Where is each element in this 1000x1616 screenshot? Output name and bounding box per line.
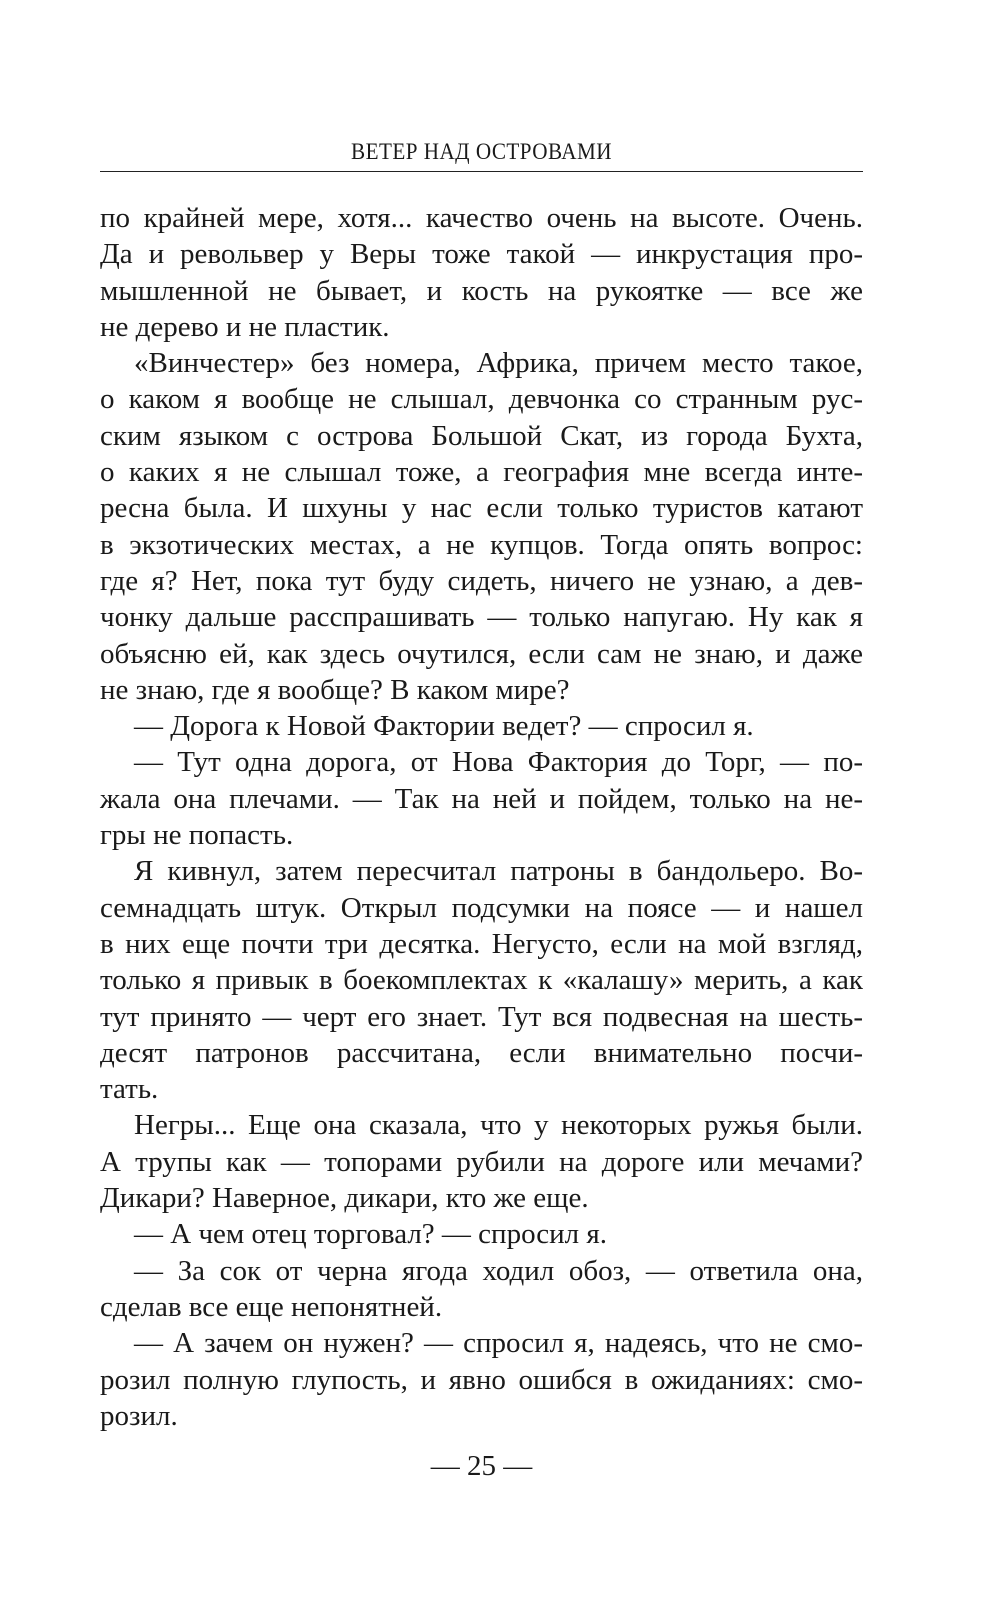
- text-line: сделав все еще непонятней.: [100, 1290, 443, 1323]
- text-line: только я привык в боекомплектах к «калашу» мерить, а как: [100, 964, 863, 997]
- text-line: Дикари? Наверное, дикари, кто же еще.: [100, 1182, 589, 1215]
- header-rule: [100, 171, 863, 172]
- text-line: объясню ей, как здесь очутился, если сам не знаю, и даже: [100, 637, 863, 670]
- text-line: ским языком с острова Большой Скат, из города Бухта,: [100, 419, 863, 452]
- text-line: семнадцать штук. Открыл подсумки на поясе — и нашел: [100, 891, 863, 924]
- text-line: Негры... Еще она сказала, что у некоторых ружья были.: [134, 1109, 863, 1142]
- text-line: чонку дальше расспрашивать — только напугаю. Ну как я: [100, 601, 863, 634]
- text-line: Я кивнул, затем пересчитал патроны в бандольеро. Во-: [134, 855, 863, 888]
- text-line: гры не попасть.: [100, 819, 294, 852]
- text-line: — Дорога к Новой Фактории ведет? — спросил я.: [134, 710, 754, 743]
- running-head-title: ВЕТЕР НАД ОСТРОВАМИ: [350, 139, 613, 164]
- text-line: в них еще почти три десятка. Негусто, если на мой взгляд,: [100, 927, 863, 960]
- page-number: — 25 —: [430, 1450, 533, 1482]
- text-line: о каких я не слышал тоже, а география мне всегда инте-: [100, 456, 863, 489]
- text-line: о каком я вообще не слышал, девчонка со странным рус-: [100, 383, 863, 416]
- text-line: десят патронов рассчитана, если внимательно посчи-: [100, 1036, 863, 1069]
- text-line: — Тут одна дорога, от Нова Фактория до Торг, — по-: [134, 746, 863, 779]
- text-line: по крайней мере, хотя... качество очень на высоте. Очень.: [100, 202, 863, 234]
- text-line: жала она плечами. — Так на ней и пойдем, только на не-: [100, 782, 863, 815]
- text-line: тать.: [100, 1073, 159, 1106]
- text-line: где я? Нет, пока тут буду сидеть, ничего не узнаю, а дев-: [100, 564, 863, 597]
- text-line: не дерево и не пластик.: [100, 310, 390, 343]
- text-line: ресна была. И шхуны у нас если только туристов катают: [100, 492, 863, 525]
- text-line: розил полную глупость, и явно ошибся в ожиданиях: смо-: [100, 1363, 863, 1396]
- text-line: «Винчестер» без номера, Африка, причем место такое,: [134, 347, 863, 380]
- text-line: не знаю, где я вообще? В каком мире?: [100, 673, 570, 706]
- text-line: тут принято — черт его знает. Тут вся подвесная на шесть-: [100, 1000, 863, 1033]
- text-line: А трупы как — топорами рубили на дороге или мечами?: [100, 1145, 863, 1178]
- text-line: розил.: [100, 1399, 178, 1432]
- text-line: Да и револьвер у Веры тоже такой — инкрустация про-: [100, 238, 863, 271]
- text-line: в экзотических местах, а не купцов. Тогда опять вопрос:: [100, 528, 863, 561]
- text-line: — А зачем он нужен? — спросил я, надеясь, что не смо-: [134, 1327, 863, 1360]
- text-line: мышленной не бывает, и кость на рукоятке — все же: [100, 274, 863, 307]
- text-line: — А чем отец торговал? — спросил я.: [134, 1218, 607, 1251]
- body-text: [100, 200, 863, 1434]
- text-line: — За сок от черна ягода ходил обоз, — ответила она,: [134, 1254, 863, 1287]
